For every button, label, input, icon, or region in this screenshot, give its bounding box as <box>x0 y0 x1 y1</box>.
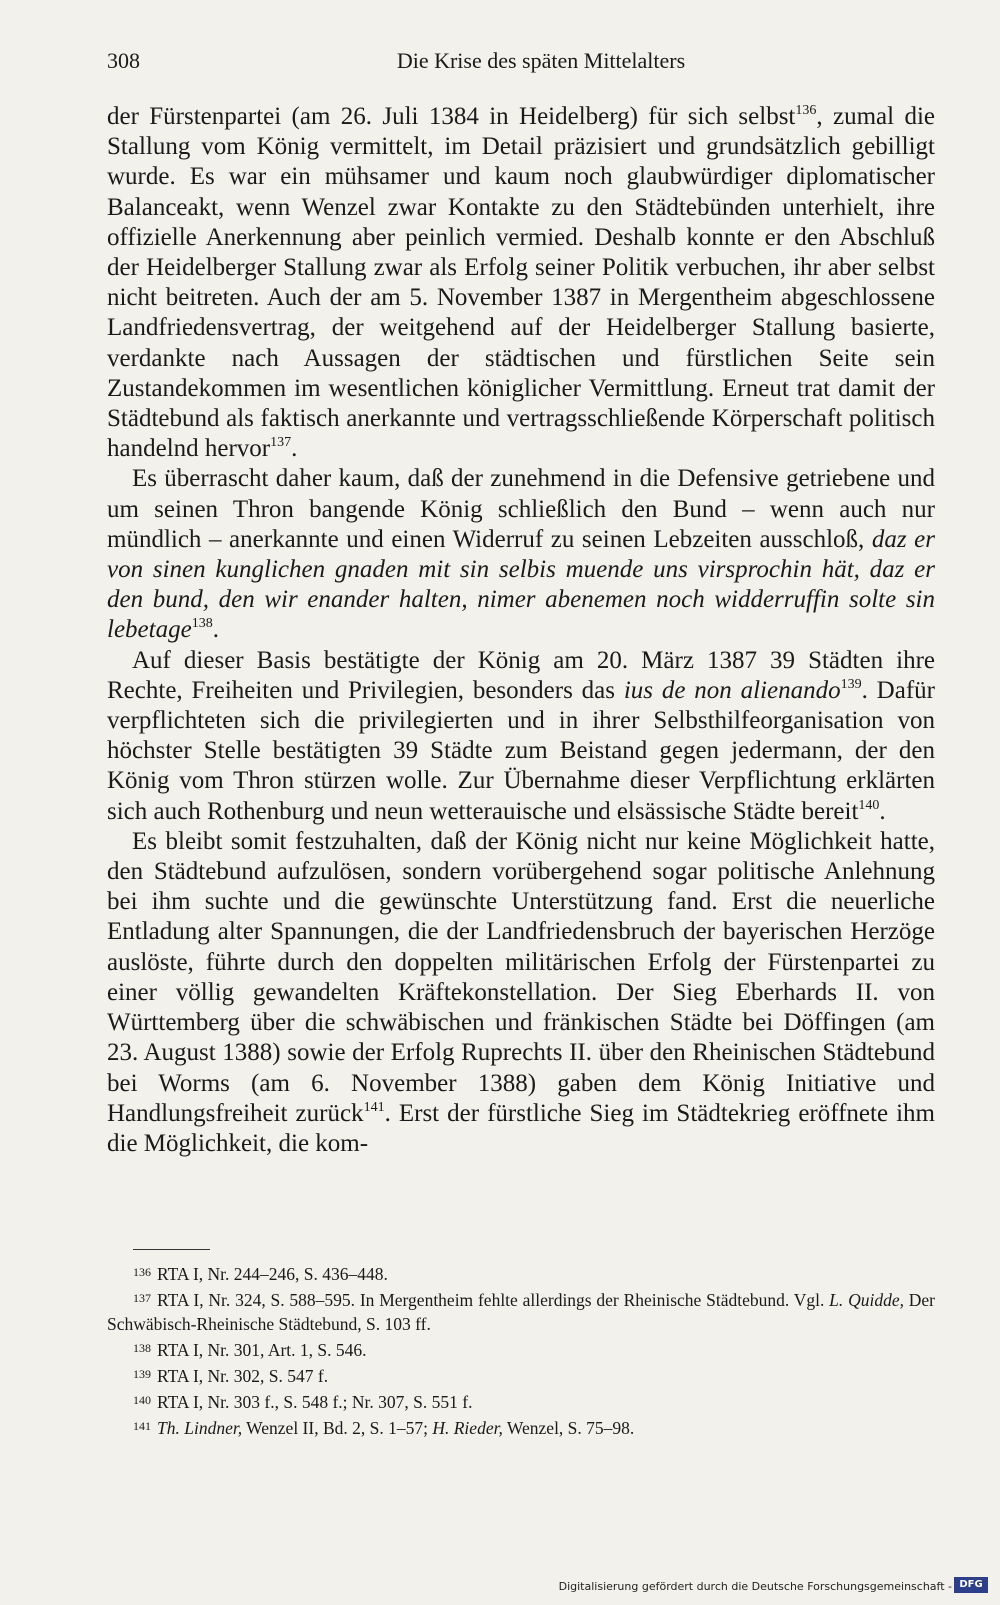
text-run: der Fürstenpartei (am 26. Juli 1384 in Heidelberg) für sich selbst <box>107 103 796 130</box>
text-run: Wenzel II, Bd. 2, S. 1–57; <box>242 1418 433 1438</box>
text-run: RTA I, Nr. 302, S. 547 f. <box>157 1366 329 1386</box>
footnote-number: 136 <box>133 1265 151 1279</box>
dfg-logo: DFG <box>954 1577 988 1593</box>
footnote-number: 138 <box>133 1341 151 1355</box>
footnote-ref: 136 <box>795 103 817 118</box>
footnote-number: 141 <box>133 1419 151 1433</box>
text-run: , zumal die Stallung vom König vermittelt, im Detail präzisiert und grundsätzlich gebilligt wurde. Es war ein mühsamer und kaum noch glaubwürdiger diplomatischer Balanceakt, wenn Wenzel zwar Kontakte zu den Städtebünden unterhielt, ihre offizielle Anerkennung aber peinlich vermied. Deshalb konnte er den Abschluß der Heidelberger Stallung zwar als Erfolg seiner Politik verbuchen, ihr aber selbst nicht beitreten. Auch der am 5. November 1387 in Mergentheim abgeschlossene Landfriedensvertrag, der weitgehend auf der Heidelberger Stallung basierte, verdankte nach Aussagen der städtischen und fürstlichen Seite sein Zustandekommen im wesentlichen königlicher Vermittlung. Erneut trat damit der Städtebund als faktisch anerkannte und vertragsschließende Körperschaft politisch handelnd hervor <box>107 103 935 463</box>
paragraph <box>107 102 935 464</box>
text-run: Es bleibt somit festzuhalten, daß der König nicht nur keine Möglichkeit hatte, den Städtebund aufzulösen, sondern vorübergehend sogar politische Anlehnung bei ihm suchte und die gewünschte Unterstützung fand. Erst die neuerliche Entladung alter Spannungen, die der Landfriedensbruch der bayerischen Herzöge auslöste, führte durch den doppelten militärischen Erfolg der Fürstenpartei zu einer völlig gewandelten Kräftekonstellation. Der Sieg Eberhards II. von Württemberg über die schwäbischen und fränkischen Städte bei Döffingen (am 23. August 1388) sowie der Erfolg Ruprechts II. über den Rheinischen Städtebund bei Worms (am 6. November 1388) gaben dem König Initiative und Handlungsfreiheit zurück <box>107 827 935 1127</box>
italic-text: ius de non alienando <box>623 676 841 704</box>
text-run: Es überrascht daher kaum, daß der zunehmend in die Defensive getriebene und um seinen Thron bangende König schließlich den Bund – wenn auch nur mündlich – anerkannte und einen Widerruf zu seinen Lebzeiten ausschloß, <box>107 465 935 553</box>
paragraph <box>107 827 935 1159</box>
footnote-ref: 141 <box>363 1099 385 1115</box>
footnotes <box>107 1260 935 1440</box>
footnote-number: 140 <box>133 1393 151 1407</box>
text-run: RTA I, Nr. 324, S. 588–595. In Mergentheim fehlte allerdings der Rheinische Städtebund. Vgl. <box>157 1290 830 1310</box>
body-text <box>107 102 935 1159</box>
paragraph <box>107 646 935 827</box>
footnote-divider <box>133 1249 210 1250</box>
footnote-ref: 138 <box>191 616 213 632</box>
text-run: . <box>212 616 219 644</box>
digitization-credit: Digitalisierung gefördert durch die Deutsche Forschungsgemeinschaft - <box>558 1580 952 1593</box>
text-run: Auf dieser Basis bestätigte der König am 20. März 1387 39 Städten ihre Rechte, Freiheiten und Privilegien, besonders das <box>107 646 935 704</box>
text-run: RTA I, Nr. 244–246, S. 436–448. <box>157 1264 388 1284</box>
footnote-number: 137 <box>133 1291 151 1305</box>
text-run: Der Schwäbisch-Rheinische Städtebund, S. 103 ff. <box>107 1290 936 1334</box>
italic-text: Th. Lindner, <box>157 1418 243 1438</box>
paragraph <box>107 464 935 645</box>
page-number: 308 <box>107 48 140 73</box>
italic-text: H. Rieder, <box>432 1418 503 1438</box>
italic-text: daz er von sinen kunglichen gnaden mit sin selbis muende uns virsprochin hät, daz er den bund, den wir enander halten, nimer abenemen noch widderruffin solte sin lebetage <box>107 525 935 644</box>
footnote-ref: 139 <box>840 676 862 692</box>
text-run: Wenzel, S. 75–98. <box>502 1418 635 1438</box>
footnote <box>107 1336 935 1362</box>
text-run: RTA I, Nr. 303 f., S. 548 f.; Nr. 307, S. 551 f. <box>157 1392 473 1412</box>
footnote-number: 139 <box>133 1367 151 1381</box>
footnote-ref: 137 <box>270 435 292 451</box>
text-run: RTA I, Nr. 301, Art. 1, S. 546. <box>157 1340 367 1360</box>
footnote <box>107 1414 935 1440</box>
text-run: . Dafür verpflichteten sich die privilegierten und in ihrer Selbsthilfeorganisation von höchster Stelle bestätigten 39 Städte zum Beistand gegen jedermann, der den König vom Thron stürzen wolle. Zur Übernahme dieser Verpflichtung erklärten sich auch Rothenburg und neun wetterauische und elsässische Städte bereit <box>107 676 935 825</box>
footnote <box>107 1388 935 1414</box>
running-head: Die Krise des späten Mittelalters <box>396 48 686 73</box>
text-run: . Erst der fürstliche Sieg im Städtekrieg eröffnete ihm die Möglichkeit, die kom- <box>107 1099 935 1157</box>
footnote <box>107 1362 935 1388</box>
footnote-ref: 140 <box>858 797 880 813</box>
text-run: . <box>879 797 886 825</box>
text-run: . <box>291 435 298 463</box>
italic-text: L. Quidde, <box>829 1290 904 1310</box>
page-header <box>107 44 935 80</box>
footnote <box>107 1260 935 1286</box>
footnote <box>107 1286 935 1336</box>
